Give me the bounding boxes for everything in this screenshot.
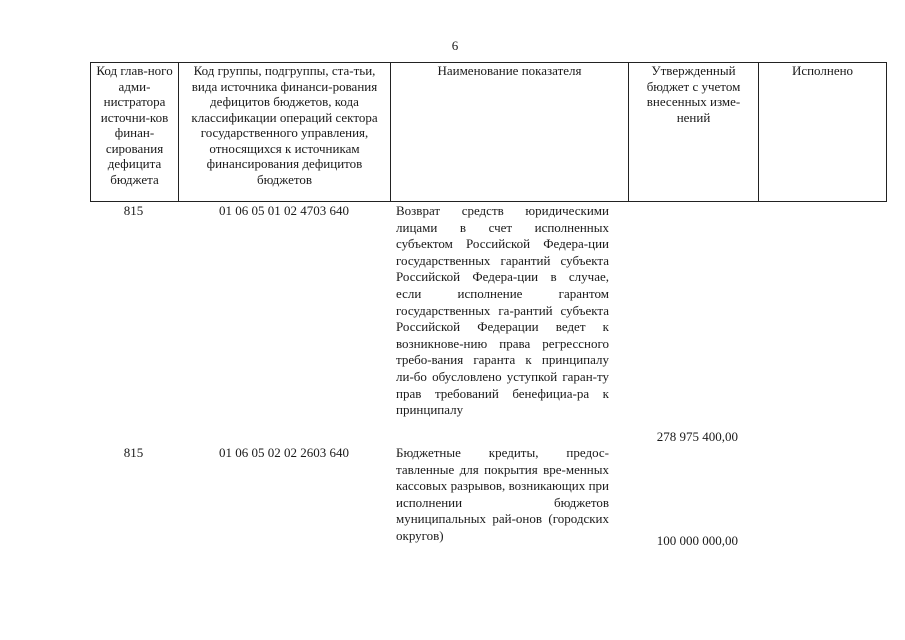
header-source-code: Код группы, подгруппы, ста-тьи, вида источника финанси-рования дефицитов бюджетов, кода классификации операций сектора государственного управления, относящихся к источникам финансирования дефицитов бюджетов: [179, 63, 391, 202]
indicator-name: Бюджетные кредиты, предос-тавленные для покрытия вре-менных кассовых разрывов, возникающих при исполнении бюджетов муниципальных рай-онов (городских округов): [396, 445, 609, 543]
indicator-name: Возврат средств юридическими лицами в счет исполненных субъектом Российской Федера-ции государственных гарантий субъекта Российской Федера-ции в случае, если исполнение гарантом государственных га-рантий субъекта Российской Федерации ведет к возникнове-нию права регрессного требо-вания гаранта к принципалу ли-бо обусловлено уступкой гаран-ту прав требований бенефициа-ра к принципалу: [396, 203, 609, 418]
admin-code: 815: [123, 203, 144, 218]
admin-code: 815: [123, 445, 144, 460]
page-number: 6: [451, 38, 459, 53]
source-code: 01 06 05 01 02 4703 640: [219, 203, 349, 218]
header-indicator-name: Наименование показателя: [391, 63, 629, 202]
source-code: 01 06 05 02 02 2603 640: [219, 445, 349, 460]
approved-amount: 278 975 400,00: [656, 429, 738, 444]
header-executed: Исполнено: [759, 63, 887, 202]
table-header: [90, 62, 887, 202]
approved-amount: 100 000 000,00: [656, 533, 738, 548]
header-approved-budget: Утвержденный бюджет с учетом внесенных изме-нений: [629, 63, 759, 202]
header-admin-code: Код глав-ного адми-нистратора источни-ков финан-сирования дефицита бюджета: [91, 63, 179, 202]
